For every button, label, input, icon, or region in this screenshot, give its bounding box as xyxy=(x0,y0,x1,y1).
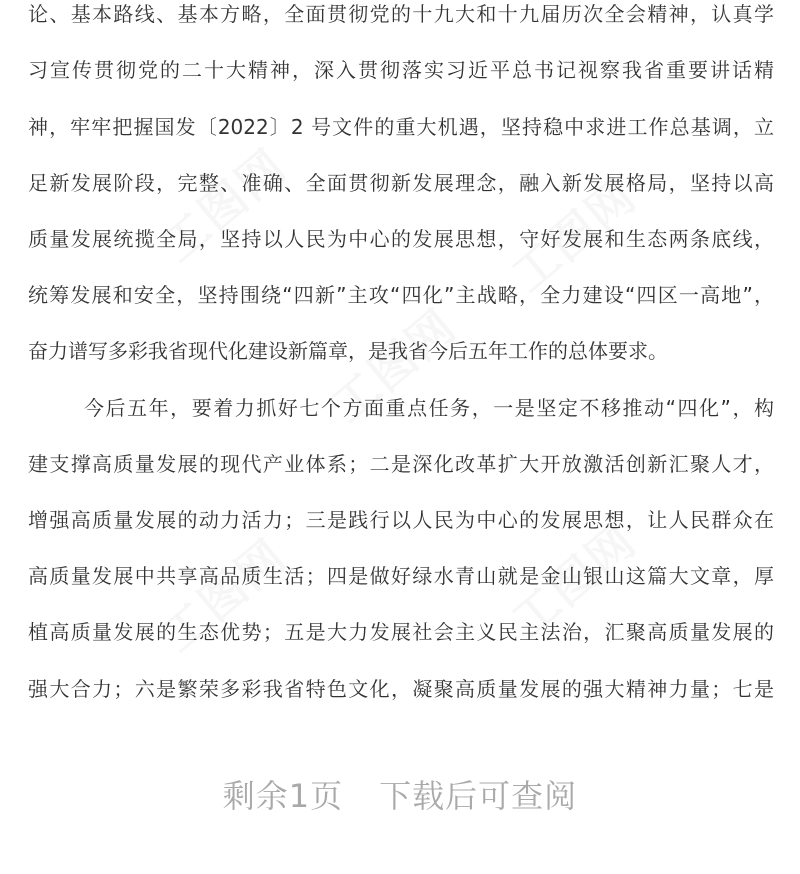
paragraph-line: 增强高质量发展的动力活力；三是践行以人民为中心的发展思想，让人民群众在 xyxy=(28,508,774,532)
paragraph-line: 论、基本路线、基本方略，全面贯彻党的十九大和十九届历次全会精神，认真学 xyxy=(28,2,774,26)
paragraph-line: 奋力谱写多彩我省现代化建设新篇章，是我省今后五年工作的总体要求。 xyxy=(28,339,668,363)
download-prompt-label: 下载后可查阅 xyxy=(379,777,578,815)
paragraph-line: 植高质量发展的生态优势；五是大力发展社会主义民主法治，汇聚高质量发展的 xyxy=(28,620,774,644)
paragraph-line: 建支撑高质量发展的现代产业体系；二是深化改革扩大开放激活创新汇聚人才， xyxy=(28,452,774,476)
watermark xyxy=(146,131,299,274)
paragraph-line: 强大合力；六是繁荣多彩我省特色文化，凝聚高质量发展的强大精神力量；七是 xyxy=(28,677,774,701)
paragraph-line: 神，牢牢把握国发〔2022〕2 号文件的重大机遇，坚持稳中求进工作总基调，立 xyxy=(28,115,774,139)
download-to-read-more[interactable] xyxy=(0,770,800,822)
paragraph-line: 足新发展阶段，完整、准确、全面贯彻新发展理念，融入新发展格局，坚持以高 xyxy=(28,171,774,195)
paragraph-line: 今后五年，要着力抓好七个方面重点任务，一是坚定不移推动“四化”，构 xyxy=(84,396,774,420)
remaining-pages-label: 剩余1页 xyxy=(222,777,344,815)
paragraph-line: 质量发展统揽全局，坚持以人民为中心的发展思想，守好发展和生态两条底线， xyxy=(28,227,774,251)
paragraph-line: 统筹发展和安全，坚持围绕“四新”主攻“四化”主战略，全力建设“四区一高地”， xyxy=(28,283,774,307)
paragraph-line: 习宣传贯彻党的二十大精神，深入贯彻落实习近平总书记视察我省重要讲话精 xyxy=(28,58,774,82)
paragraph-line: 高质量发展中共享高品质生活；四是做好绿水青山就是金山银山这篇大文章，厚 xyxy=(28,564,774,588)
